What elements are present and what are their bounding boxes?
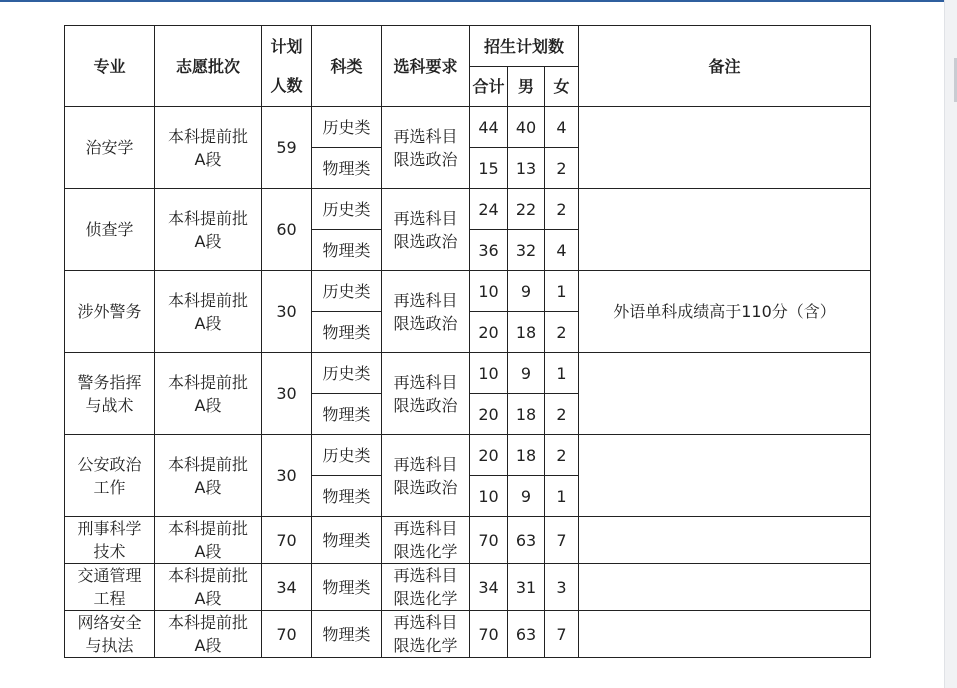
table-row (65, 517, 871, 564)
planned-cell: 60 (262, 189, 312, 271)
remark-cell (579, 611, 871, 658)
category-cell: 物理类 (312, 611, 382, 658)
total-cell: 10 (470, 271, 508, 312)
total-cell: 20 (470, 394, 508, 435)
category-cell: 物理类 (312, 476, 382, 517)
planned-cell: 59 (262, 107, 312, 189)
planned-cell: 30 (262, 435, 312, 517)
male-cell: 31 (508, 564, 545, 611)
requirement-cell: 再选科目 限选化学 (382, 611, 470, 658)
planned-cell: 30 (262, 353, 312, 435)
scrollbar[interactable] (944, 0, 957, 688)
category-cell: 历史类 (312, 435, 382, 476)
planned-cell: 30 (262, 271, 312, 353)
female-cell: 1 (545, 271, 579, 312)
remark-cell (579, 564, 871, 611)
total-cell: 36 (470, 230, 508, 271)
female-cell: 3 (545, 564, 579, 611)
remark-cell (579, 107, 871, 189)
header-enrollment-plan: 招生计划数 (470, 26, 579, 67)
remark-cell (579, 517, 871, 564)
total-cell: 20 (470, 312, 508, 353)
female-cell: 2 (545, 148, 579, 189)
requirement-cell: 再选科目 限选政治 (382, 435, 470, 517)
category-cell: 历史类 (312, 107, 382, 148)
male-cell: 9 (508, 271, 545, 312)
header-subject-requirement: 选科要求 (382, 26, 470, 107)
category-cell: 物理类 (312, 148, 382, 189)
female-cell: 7 (545, 517, 579, 564)
header-planned-line2: 人数 (270, 76, 303, 95)
batch-cell: 本科提前批 A段 (155, 564, 262, 611)
category-cell: 物理类 (312, 517, 382, 564)
total-cell: 10 (470, 476, 508, 517)
header-category: 科类 (312, 26, 382, 107)
female-cell: 2 (545, 189, 579, 230)
table-row (65, 353, 871, 394)
male-cell: 32 (508, 230, 545, 271)
table-row (65, 611, 871, 658)
header-major: 专业 (65, 26, 155, 107)
major-cell: 治安学 (65, 107, 155, 189)
planned-cell: 70 (262, 611, 312, 658)
table-row (65, 271, 871, 312)
total-cell: 15 (470, 148, 508, 189)
table-row (65, 564, 871, 611)
table-row (65, 189, 871, 230)
total-cell: 44 (470, 107, 508, 148)
male-cell: 63 (508, 611, 545, 658)
enrollment-plan-table (64, 25, 871, 658)
male-cell: 9 (508, 476, 545, 517)
male-cell: 9 (508, 353, 545, 394)
planned-cell: 70 (262, 517, 312, 564)
batch-cell: 本科提前批 A段 (155, 271, 262, 353)
category-cell: 物理类 (312, 312, 382, 353)
male-cell: 40 (508, 107, 545, 148)
major-cell: 交通管理 工程 (65, 564, 155, 611)
remark-cell (579, 189, 871, 271)
requirement-cell: 再选科目 限选政治 (382, 353, 470, 435)
female-cell: 2 (545, 435, 579, 476)
remark-cell: 外语单科成绩高于110分（含） (579, 271, 871, 353)
remark-cell (579, 353, 871, 435)
total-cell: 70 (470, 611, 508, 658)
female-cell: 2 (545, 394, 579, 435)
major-cell: 公安政治 工作 (65, 435, 155, 517)
planned-cell: 34 (262, 564, 312, 611)
requirement-cell: 再选科目 限选政治 (382, 271, 470, 353)
female-cell: 4 (545, 230, 579, 271)
batch-cell: 本科提前批 A段 (155, 353, 262, 435)
total-cell: 10 (470, 353, 508, 394)
male-cell: 13 (508, 148, 545, 189)
batch-cell: 本科提前批 A段 (155, 189, 262, 271)
batch-cell: 本科提前批 A段 (155, 611, 262, 658)
male-cell: 63 (508, 517, 545, 564)
major-cell: 侦查学 (65, 189, 155, 271)
header-total: 合计 (470, 67, 508, 107)
batch-cell: 本科提前批 A段 (155, 107, 262, 189)
female-cell: 1 (545, 476, 579, 517)
male-cell: 18 (508, 394, 545, 435)
female-cell: 4 (545, 107, 579, 148)
male-cell: 18 (508, 435, 545, 476)
major-cell: 涉外警务 (65, 271, 155, 353)
header-remarks: 备注 (579, 26, 871, 107)
header-planned (262, 26, 312, 107)
total-cell: 70 (470, 517, 508, 564)
requirement-cell: 再选科目 限选化学 (382, 564, 470, 611)
category-cell: 物理类 (312, 564, 382, 611)
category-cell: 历史类 (312, 271, 382, 312)
category-cell: 物理类 (312, 394, 382, 435)
header-batch: 志愿批次 (155, 26, 262, 107)
requirement-cell: 再选科目 限选化学 (382, 517, 470, 564)
female-cell: 2 (545, 312, 579, 353)
female-cell: 7 (545, 611, 579, 658)
category-cell: 历史类 (312, 353, 382, 394)
table-row (65, 107, 871, 148)
major-cell: 警务指挥 与战术 (65, 353, 155, 435)
female-cell: 1 (545, 353, 579, 394)
table-row (65, 435, 871, 476)
category-cell: 物理类 (312, 230, 382, 271)
header-planned-line1: 计划 (270, 37, 303, 56)
batch-cell: 本科提前批 A段 (155, 435, 262, 517)
total-cell: 24 (470, 189, 508, 230)
header-female: 女 (545, 67, 579, 107)
requirement-cell: 再选科目 限选政治 (382, 189, 470, 271)
major-cell: 网络安全 与执法 (65, 611, 155, 658)
remark-cell (579, 435, 871, 517)
total-cell: 34 (470, 564, 508, 611)
male-cell: 22 (508, 189, 545, 230)
requirement-cell: 再选科目 限选政治 (382, 107, 470, 189)
batch-cell: 本科提前批 A段 (155, 517, 262, 564)
header-male: 男 (508, 67, 545, 107)
category-cell: 历史类 (312, 189, 382, 230)
top-divider (0, 0, 947, 2)
male-cell: 18 (508, 312, 545, 353)
major-cell: 刑事科学 技术 (65, 517, 155, 564)
total-cell: 20 (470, 435, 508, 476)
